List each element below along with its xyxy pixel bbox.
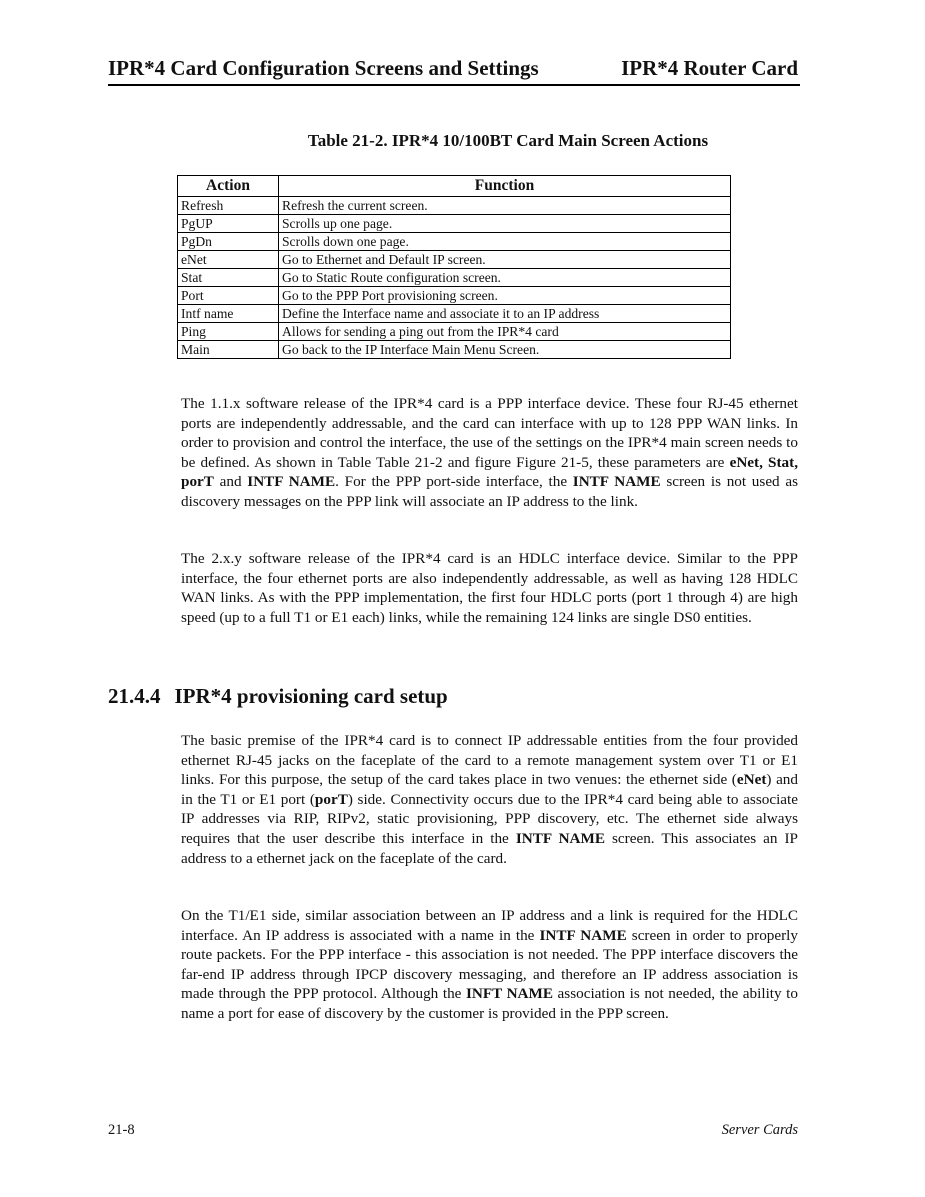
text-run: The basic premise of the IPR*4 card is to connect IP addressable entities from the four provided ethernet RJ-45 jacks on the faceplate of the card to a remote management system over T1 or E1 links. For this purpose, the setup of the card takes place in two venues: the ethernet side (	[181, 732, 798, 789]
bold-term: porT	[314, 790, 348, 808]
function-cell: Go back to the IP Interface Main Menu Screen.	[279, 341, 731, 359]
function-cell: Scrolls up one page.	[279, 215, 731, 233]
function-cell: Go to Static Route configuration screen.	[279, 269, 731, 287]
section-heading	[108, 684, 448, 709]
page-number: 21-8	[108, 1122, 135, 1138]
section-title: IPR*4 provisioning card setup	[174, 684, 448, 708]
function-cell: Scrolls down one page.	[279, 233, 731, 251]
action-cell: Main	[178, 341, 279, 359]
text-run: association is not needed, the ability to name a port for ease of discovery by the customer is provided in the PPP screen.	[181, 985, 798, 1022]
action-cell: PgDn	[178, 233, 279, 251]
bold-term: INFT NAME	[465, 985, 553, 1003]
bold-term: INTF NAME	[515, 829, 605, 847]
column-header-action: Action	[178, 176, 279, 197]
bold-term: INTF NAME	[572, 473, 661, 491]
table-row	[178, 197, 731, 215]
table-row	[178, 233, 731, 251]
table-row	[178, 323, 731, 341]
function-cell: Define the Interface name and associate it to an IP address	[279, 305, 731, 323]
table-row	[178, 305, 731, 323]
function-cell: Allows for sending a ping out from the IPR*4 card	[279, 323, 731, 341]
paragraph-hdlc-release	[181, 549, 798, 627]
bold-term: INTF NAME	[247, 473, 336, 491]
text-run: The 1.1.x software release of the IPR*4 card is a PPP interface device. These four RJ-45 ethernet ports are independently addressable, and the card can interface with up to 128 PPP WAN links. In order to provision and control the interface, the use of the settings on the IPR*4 main screen needs to be defined. As shown in Table Table 21-2 and figure Figure 21-5, these parameters are	[181, 395, 798, 471]
table-caption: Table 21-2. IPR*4 10/100BT Card Main Screen Actions	[307, 131, 709, 150]
paragraph-ppp-release	[181, 394, 798, 512]
actions-table	[177, 175, 731, 359]
action-cell: Intf name	[178, 305, 279, 323]
function-cell: Go to Ethernet and Default IP screen.	[279, 251, 731, 269]
function-cell: Go to the PPP Port provisioning screen.	[279, 287, 731, 305]
text-run: ) and in the T1 or E1 port (	[181, 771, 798, 808]
bold-term: eNet	[729, 453, 760, 471]
action-cell: Refresh	[178, 197, 279, 215]
table-row	[178, 341, 731, 359]
action-cell: Ping	[178, 323, 279, 341]
table-row	[178, 251, 731, 269]
text-run: . For the PPP port-side interface, the	[335, 473, 573, 491]
bold-term: Stat	[768, 453, 795, 471]
page-footer	[108, 1122, 798, 1139]
function-cell: Refresh the current screen.	[279, 197, 731, 215]
action-cell: PgUP	[178, 215, 279, 233]
text-run: ) side. Connectivity occurs due to the IPR*4 card being able to associate IP addresses via RIP, RIPv2, static provisioning, PPP discovery, etc. The ethernet side always requires that the user describe this interface in the	[181, 790, 798, 847]
bold-term: porT	[181, 473, 214, 491]
paragraph-basic-premise	[181, 731, 798, 868]
paragraph-text: The 2.x.y software release of the IPR*4 card is an HDLC interface device. Similar to the PPP interface, the four ethernet ports are also independently addressable, as well as having 128 HDLC WAN links. As with the PPP implementation, the first four HDLC ports (port 1 through 4) are high speed (up to a full T1 or E1 each) links, while the remaining 124 links are single DS0 entities.	[181, 550, 798, 626]
table-row	[178, 215, 731, 233]
text-run: On the T1/E1 side, similar association between an IP address and a link is required for the HDLC interface. An IP address is associated with a name in the	[181, 907, 798, 944]
table-header-row	[178, 176, 731, 197]
bold-term: INTF NAME	[539, 926, 627, 944]
header-right-title: IPR*4 Router Card	[621, 56, 798, 80]
header-rule	[108, 84, 800, 86]
action-cell: eNet	[178, 251, 279, 269]
action-cell: Port	[178, 287, 279, 305]
table-row	[178, 269, 731, 287]
table-row	[178, 287, 731, 305]
page-header	[108, 56, 798, 81]
text-run: screen. This associates an IP address to a ethernet jack on the faceplate of the card.	[181, 829, 798, 867]
text-run: screen in order to properly route packets. For the PPP interface - this association is not needed. The PPP interface discovers the far-end IP address through IPCP discovery messaging, and therefore an IP address association is made through the PPP protocol. Although the	[181, 926, 798, 1003]
footer-section-name: Server Cards	[721, 1122, 798, 1138]
bold-term: eNet	[736, 771, 767, 789]
text-run: screen is not used as discovery messages on the PPP link will associate an IP address to the link.	[181, 473, 799, 510]
header-left-title: IPR*4 Card Configuration Screens and Settings	[108, 56, 539, 80]
action-cell: Stat	[178, 269, 279, 287]
section-number: 21.4.4	[108, 684, 161, 708]
column-header-function: Function	[279, 176, 731, 197]
text-run: and	[213, 473, 248, 491]
paragraph-t1e1-side	[181, 906, 798, 1024]
text-run: ,	[794, 453, 798, 471]
text-run: ,	[759, 453, 769, 471]
